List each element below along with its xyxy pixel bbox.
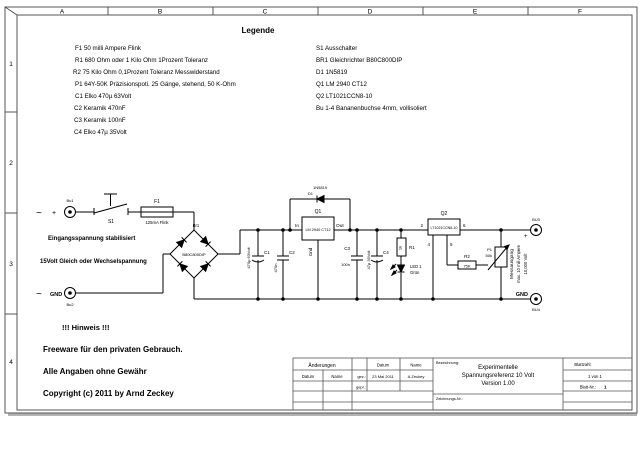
s1-label: S1	[107, 219, 115, 225]
tb-title-line1: Experimentelle	[478, 365, 518, 371]
c4-value: 47µ 35Volt	[366, 250, 371, 270]
switch-s1	[94, 194, 128, 225]
tb-gepr-label: gepr.:	[355, 384, 366, 390]
br1-label: Br1	[192, 223, 200, 228]
terminal-bu2	[36, 288, 76, 308]
led1-label: LED 1	[410, 264, 422, 269]
q1-label: Q1	[314, 209, 322, 215]
led1	[391, 264, 422, 275]
f1-label: F1	[154, 199, 160, 205]
potentiometer-p1	[486, 245, 509, 270]
br1-value: B80C800DIP	[182, 252, 206, 257]
tb-name-col-header: Name	[410, 362, 422, 368]
tb-datum-header: Datum	[301, 374, 315, 379]
terminal-bu3	[524, 217, 542, 240]
tb-gez-label: gez.:	[357, 374, 366, 379]
bridge-rectifier-br1	[170, 223, 218, 278]
f1-value: 125mA Flink	[145, 220, 169, 225]
legend-title: Legende	[241, 26, 275, 35]
legend-item: R1 680 Ohm oder 1 Kilo Ohm 1Prozent Toleranz	[75, 57, 208, 64]
legend-item: Q2 LT1021CCN8-10	[316, 93, 373, 100]
tb-blattzahl-value: 1 von 1	[588, 374, 602, 379]
legend-item: C3 Keramik 100nF	[74, 117, 126, 124]
legend-item: D1 1N5819	[316, 69, 348, 76]
tb-zeichnungsnr-label: Zeichnungs-Nr.:	[436, 397, 463, 401]
legend-item: S1 Ausschalter	[316, 45, 358, 52]
c3-label: C3	[344, 246, 350, 251]
capacitor-c4	[366, 250, 389, 270]
capacitor-c2	[273, 250, 295, 272]
frame-row-1: 1	[9, 61, 13, 68]
q1-pin-gnd: Gnd	[308, 247, 313, 257]
r2-value: 75K	[463, 263, 471, 269]
tb-title-line3: Version 1.00	[481, 381, 515, 387]
c3-value: 100n	[341, 262, 350, 267]
diode-d1	[308, 185, 328, 203]
frame-col-a: A	[59, 8, 65, 16]
input-annotation-line: Eingangsspannung stabilisiert	[48, 236, 136, 242]
frame-col-e: E	[472, 8, 478, 16]
legend-item: C1 Elko 470µ 63Volt	[75, 93, 132, 100]
bu3-plus-symbol: +	[524, 234, 528, 240]
notes-line: Freeware für den privaten Gebrauch.	[43, 345, 183, 354]
c1-label: C1	[264, 250, 270, 255]
q2-value: LT1021CCN8-10	[430, 226, 458, 230]
legend-item: P1 64Y-50K Präzisionspoti. 25 Gänge, stehend, 50 K-Ohm	[75, 81, 236, 88]
fuse-f1	[141, 199, 173, 225]
c4-label: C4	[383, 250, 389, 255]
d1-value: 1N5819	[312, 185, 328, 190]
tb-name-header: Name	[331, 374, 343, 379]
title-block	[293, 358, 632, 410]
q2-pin5: 5	[450, 242, 453, 247]
r1-label: R1	[409, 245, 415, 250]
tb-bezeichnung-label: Bezeichnung:	[436, 361, 460, 365]
tb-blattnr-label: Blatt-Nr.:	[579, 384, 596, 390]
resistor-r1	[397, 238, 415, 256]
legend-item: F1 50 milli Ampere Flink	[75, 45, 142, 52]
tb-aenderungen: Änderungen	[308, 363, 336, 369]
q1-pin-out: Out	[336, 224, 344, 229]
frame-col-d: D	[367, 8, 373, 16]
legend-item: Q1 LM 2940 CT12	[316, 81, 367, 88]
tb-gez-name: A.Zeckey	[407, 374, 425, 379]
legend-item: BR1 Gleichrichter B80C800DIP	[316, 57, 403, 64]
q2-label: Q2	[440, 211, 448, 217]
p1-label: P1	[487, 247, 492, 252]
bu1-label: Bu1	[66, 198, 74, 203]
q2-pin2: 2	[420, 223, 423, 228]
bu2-ac-symbol: ~	[36, 289, 42, 300]
q2-pin4: 4	[427, 242, 430, 247]
legend-item: C2 Keramik 470nF	[74, 105, 126, 112]
bu2-label: Bu2	[66, 302, 74, 307]
tb-title-line2: Spannungsreferenz 10 Volt	[461, 373, 535, 379]
p1-value: 50k	[485, 253, 492, 258]
r1-value: 1k	[397, 245, 403, 251]
bu4-label: BU4	[532, 307, 540, 312]
frame-col-b: B	[157, 8, 163, 16]
frame-col-c: C	[262, 8, 268, 16]
c1-value: 470µ 63Volt	[246, 247, 251, 269]
output-annotation	[509, 244, 528, 283]
tb-blattzahl-label: Blattzahl:	[574, 362, 592, 367]
circuit-schematic	[36, 185, 542, 312]
bu2-gnd-label: GND	[50, 292, 63, 298]
notes-hinweis: !!! Hinweis !!!	[62, 323, 110, 332]
output-annotation-line: 10,000 Volt	[523, 253, 528, 275]
output-annotation-line: Messausgang	[510, 249, 515, 279]
led1-value: Grün	[410, 270, 420, 275]
input-annotation-line: 15Volt Gleich oder Wechselspannung	[40, 259, 147, 265]
tb-blattnr-value: 1	[604, 384, 607, 390]
output-annotation-line: max. 10 mili Ampere	[516, 245, 521, 283]
regulator-q1	[295, 209, 344, 256]
notes-line: Alle Angaben ohne Gewähr	[43, 367, 147, 376]
bu4-gnd-label: GND	[515, 292, 528, 298]
tb-datum-col-header: Datum	[376, 362, 390, 368]
legend-item: Bu 1-4 Bananenbuchse 4mm, vollisoliert	[316, 105, 427, 112]
notes-line: Copyright (c) 2011 by Arnd Zeckey	[43, 389, 174, 398]
reference-q2	[420, 211, 466, 247]
r2-label: R2	[464, 254, 470, 259]
notes-block	[43, 323, 183, 398]
bu1-ac-symbol: ~	[36, 208, 42, 219]
tb-gez-datum: 23 Mai 2011	[372, 374, 394, 379]
bu1-plus-symbol: +	[52, 210, 57, 217]
resistor-r2	[458, 254, 476, 269]
frame-row-3: 3	[9, 261, 13, 268]
bu3-label: BU3	[532, 217, 540, 222]
frame-row-2: 2	[9, 160, 13, 167]
legend	[73, 26, 427, 136]
frame-row-4: 4	[9, 359, 13, 366]
capacitor-c3	[341, 246, 363, 267]
terminal-bu4	[516, 292, 542, 312]
legend-item: C4 Elko 47µ 35Volt	[74, 129, 127, 136]
q2-pin6: 6	[463, 223, 466, 228]
terminal-bu1	[36, 198, 76, 219]
c2-value: 470n	[273, 263, 278, 273]
d1-label: D1	[307, 191, 313, 196]
frame-col-f: F	[578, 8, 582, 16]
c2-label: C2	[289, 250, 295, 255]
input-annotation	[40, 236, 147, 265]
q1-value: LM 2940 CT12	[305, 228, 331, 232]
q1-pin-in: In	[294, 224, 299, 229]
legend-item: R2 75 Kilo Ohm 0,1Prozent Toleranz Messwiderstand	[73, 69, 220, 76]
